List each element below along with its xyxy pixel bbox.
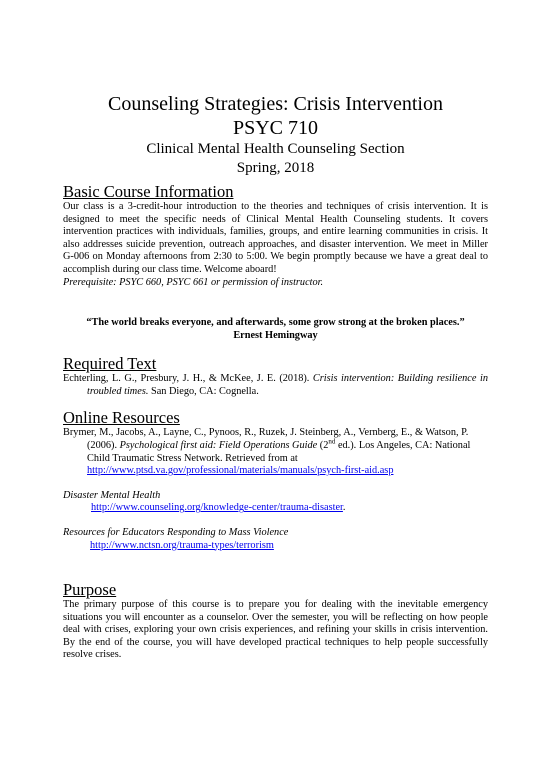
epigraph-quote: “The world breaks everyone, and afterwards, some grow strong at the broken places.” xyxy=(86,317,465,329)
ref2-link-suffix: . xyxy=(342,502,346,514)
course-section: Clinical Mental Health Counseling Section xyxy=(146,141,405,157)
syllabus-content xyxy=(63,92,488,662)
prerequisite-text: Prerequisite: PSYC 660, PSYC 661 or permission of instructor. xyxy=(63,276,324,288)
ref1-title: Psychological first aid: Field Operations Guide xyxy=(119,439,318,451)
purpose-heading: Purpose xyxy=(63,580,117,600)
required-text-citation xyxy=(63,373,488,398)
required-text-heading: Required Text xyxy=(63,354,157,374)
ref3-link[interactable]: http://www.nctsn.org/trauma-types/terrorism xyxy=(90,539,274,551)
ref1-edition-pre: (2 xyxy=(317,439,329,451)
ref2-title: Disaster Mental Health xyxy=(63,489,161,501)
ref1-authors: Brymer, M., Jacobs, A., Layne, C., Pynoos, R., Ruzek, J. Steinberg, A., Vernberg, E., & Watson, P. (2006). xyxy=(63,427,469,451)
ref2-link[interactable]: http://www.counseling.org/knowledge-center/trauma-disaster xyxy=(91,502,343,514)
online-resources-heading: Online Resources xyxy=(63,408,180,428)
ref1-edition-post: ed.). Los Angeles, CA: National Child Traumatic Stress Network. Retrieved from at xyxy=(87,439,471,464)
citation-title: Crisis intervention: Building resilience in troubled times. xyxy=(87,373,488,397)
epigraph-author: Ernest Hemingway xyxy=(233,330,318,342)
course-title: Counseling Strategies: Crisis Intervention xyxy=(108,93,443,115)
ref1-link[interactable]: http://www.ptsd.va.gov/professional/materials/manuals/psych-first-aid.asp xyxy=(87,465,394,477)
ref1-edition-sup: nd xyxy=(328,437,336,446)
course-code: PSYC 710 xyxy=(232,117,319,139)
ref2-link-line xyxy=(63,502,488,515)
course-term: Spring, 2018 xyxy=(236,160,315,176)
citation-authors: Echterling, L. G., Presbury, J. H., & McKee, J. E. (2018). xyxy=(63,373,313,385)
resource-reference-1 xyxy=(63,427,488,477)
citation-publisher: San Diego, CA: Cognella. xyxy=(148,385,259,397)
ref3-title: Resources for Educators Responding to Mass Violence xyxy=(63,526,289,538)
basic-info-heading: Basic Course Information xyxy=(63,182,234,201)
purpose-text: The primary purpose of this course is to prepare you for dealing with the inevitable emergency situations you will encounter as a counselor. Over the semester, you will be reflecting on how people deal with crises, exploring your own crisis experiences, and refining your skills in crisis intervention. By the end of the course, you will have developed practical techniques to help people successfully resolve crises. xyxy=(63,599,488,661)
basic-info-text: Our class is a 3-credit-hour introduction to the theories and techniques of crisis intervention. It is designed to meet the specific needs of Clinical Mental Health Counseling students. It covers intervention practices with individuals, families, groups, and entire learning communities in crisis. It also addresses suicide prevention, outreach approaches, and disaster intervention. We meet in Miller G-006 on Monday afternoons from 2:30 to 5:00. We begin promptly because we have a great deal to accomplish during our class time. Welcome aboard! xyxy=(63,201,488,275)
ref3-link-line xyxy=(63,540,488,553)
